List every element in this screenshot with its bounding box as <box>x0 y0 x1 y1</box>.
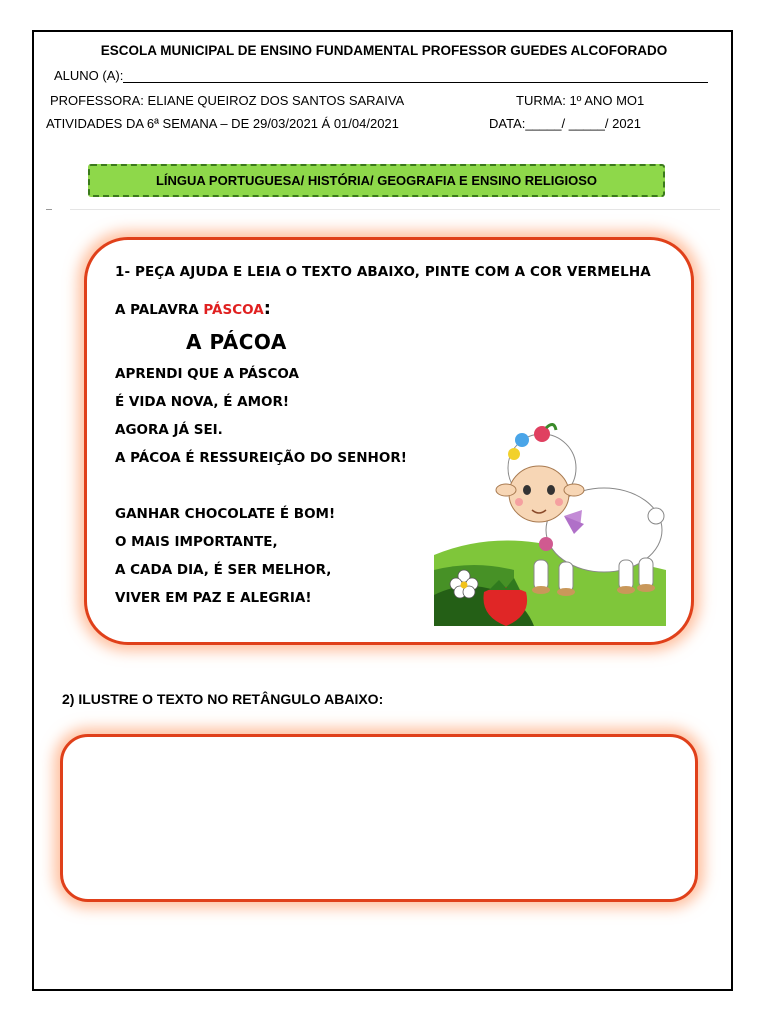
teacher-line: PROFESSORA: ELIANE QUEIROZ DOS SANTOS SARAIVA <box>50 93 405 108</box>
question-1-line-1: 1- PEÇA AJUDA E LEIA O TEXTO ABAIXO, PINTE COM A COR VERMELHA <box>115 264 651 280</box>
school-name: ESCOLA MUNICIPAL DE ENSINO FUNDAMENTAL PROFESSOR GUEDES ALCOFORADO <box>100 43 668 58</box>
lamb-cheek <box>515 498 523 506</box>
poem-line: O MAIS IMPORTANTE, <box>115 534 278 550</box>
poem-line: A PÁCOA É RESSUREIÇÃO DO SENHOR! <box>115 450 407 466</box>
poem-title: A PÁCOA <box>186 330 287 354</box>
hoof <box>617 586 635 594</box>
student-name-line[interactable] <box>54 68 708 83</box>
question-1-line-2 <box>115 298 271 319</box>
class-line: TURMA: 1º ANO MO1 <box>516 93 645 108</box>
poem-line: APRENDI QUE A PÁSCOA <box>115 366 299 382</box>
poem-line: VIVER EM PAZ E ALEGRIA! <box>115 590 312 606</box>
hoof <box>532 586 550 594</box>
student-name-blank[interactable] <box>123 68 708 83</box>
question-1-colon: : <box>263 298 271 319</box>
poem-line: AGORA JÁ SEI. <box>115 422 223 438</box>
poem-line: GANHAR CHOCOLATE É BOM! <box>115 506 336 522</box>
lamb-leg <box>619 560 633 590</box>
lamb-ear <box>496 484 516 496</box>
cupcake-charm <box>539 537 553 551</box>
drawing-area[interactable] <box>60 734 698 902</box>
hoof <box>557 588 575 596</box>
date-line[interactable]: DATA:_____/ _____/ 2021 <box>489 116 642 131</box>
poem-line: A CADA DIA, É SER MELHOR, <box>115 562 332 578</box>
lamb-leg <box>559 562 573 592</box>
divider-mark <box>46 209 52 210</box>
flower-blue <box>515 433 529 447</box>
activities-week-line: ATIVIDADES DA 6ª SEMANA – DE 29/03/2021 Á 01/04/2021 <box>46 116 399 131</box>
student-label: ALUNO (A): <box>54 68 124 83</box>
poem-line: É VIDA NOVA, É AMOR! <box>115 394 290 410</box>
lamb-tail <box>648 508 664 524</box>
lamb-illustration <box>434 420 666 626</box>
question-1-prefix: A PALAVRA <box>115 302 204 318</box>
lamb-leg <box>639 558 653 588</box>
hoof <box>637 584 655 592</box>
highlight-word: PÁSCOA <box>203 302 264 318</box>
lamb-eye <box>547 485 555 495</box>
lamb-eye <box>523 485 531 495</box>
flower-yellow <box>508 448 520 460</box>
lamb-ear <box>564 484 584 496</box>
subject-banner: LÍNGUA PORTUGUESA/ HISTÓRIA/ GEOGRAFIA E ENSINO RELIGIOSO <box>88 164 665 197</box>
lamb-leg <box>534 560 548 590</box>
lamb-cheek <box>555 498 563 506</box>
divider <box>70 209 720 210</box>
question-2: 2) ILUSTRE O TEXTO NO RETÂNGULO ABAIXO: <box>62 691 384 707</box>
